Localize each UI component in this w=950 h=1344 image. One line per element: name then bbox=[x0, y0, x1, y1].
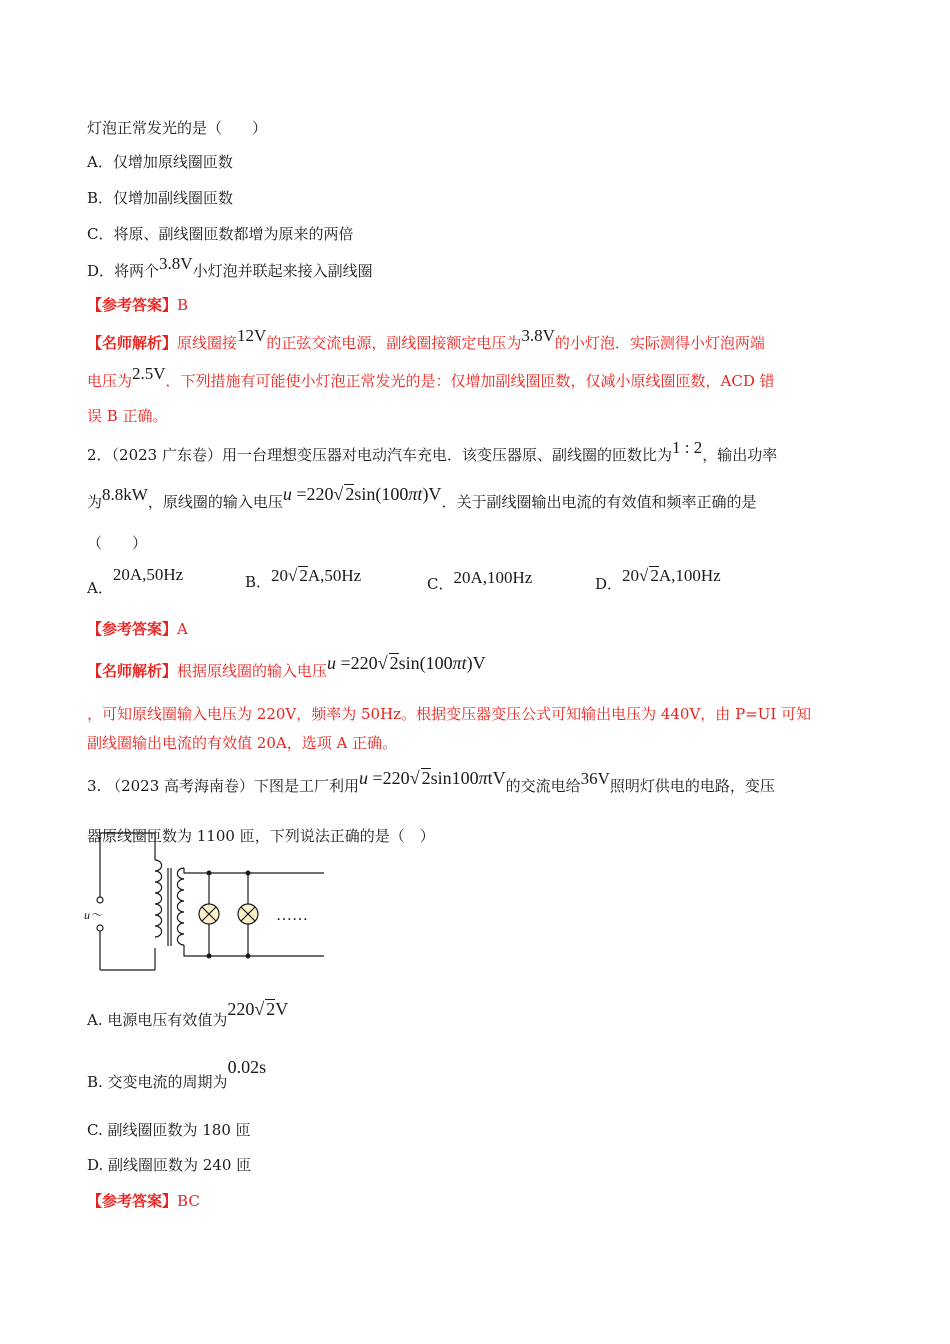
q1-analysis-line3: 误 B 正确。 bbox=[87, 407, 168, 425]
q3-answer-value: BC bbox=[177, 1192, 200, 1210]
q3-l1-tail: 照明灯供电的电路，变压 bbox=[609, 777, 775, 795]
q1-analysis-tag: 【名师解析】 bbox=[87, 334, 178, 352]
q2-analysis-tag: 【名师解析】 bbox=[87, 662, 178, 680]
q1-option-d bbox=[87, 254, 373, 282]
q1-option-d-math: 3.8V bbox=[159, 254, 193, 273]
q3-36v: 36V bbox=[580, 769, 610, 788]
q3-l1-mid: 的交流电给 bbox=[505, 777, 581, 795]
q2-voltage-formula: u =220√ 2sin(100πt)V bbox=[282, 484, 442, 504]
q1-analysis-line1 bbox=[87, 326, 765, 354]
q2-answer-tag: 【参考答案】 bbox=[87, 620, 178, 638]
q1-analysis-l2-post: ．下列措施有可能使小灯泡正常发光的是：仅增加副线圈匝数，仅减小原线圈匝数，ACD 错 bbox=[165, 372, 775, 390]
q2-stem-tail: ，输出功率 bbox=[702, 446, 778, 464]
q3-option-c: C. 副线圈匝数为 180 匝 bbox=[87, 1121, 251, 1139]
q2-stem-line2 bbox=[87, 484, 757, 513]
q2-l2-tail: ．关于副线圈输出电流的有效值和频率正确的是 bbox=[441, 493, 757, 511]
q2-option-a-label: A． bbox=[87, 579, 113, 597]
q3-option-d: D. 副线圈匝数为 240 匝 bbox=[87, 1156, 252, 1174]
more-lamps-dots: …… bbox=[276, 907, 308, 924]
q2-ratio: 1 : 2 bbox=[672, 438, 703, 457]
q1-stem-tail: 灯泡正常发光的是（ ） bbox=[87, 119, 268, 137]
q3-option-a bbox=[87, 999, 289, 1031]
q2-option-d-label: D． bbox=[595, 575, 623, 593]
transformer-circuit-diagram bbox=[84, 828, 330, 976]
q1-analysis-m1: 12V bbox=[237, 326, 267, 345]
q2-option-c-value: 20A,100Hz bbox=[453, 568, 533, 587]
q2-analysis-line1 bbox=[87, 653, 486, 682]
q1-option-d-post: 小灯泡并联起来接入副线圈 bbox=[192, 262, 373, 280]
q3-option-a-math: 220√ 2V bbox=[227, 999, 289, 1019]
q1-answer-tag: 【参考答案】 bbox=[87, 296, 178, 314]
q2-l2-pre: 为 bbox=[87, 493, 103, 511]
q2-answer bbox=[87, 618, 188, 640]
q1-option-a: A．仅增加原线圈匝数 bbox=[87, 153, 233, 171]
q2-stem-text: 2．（2023 广东卷）用一台理想变压器对电动汽车充电．该变压器原、副线圈的匝数比为 bbox=[87, 446, 672, 464]
q2-l2-mid: ，原线圈的输入电压 bbox=[147, 493, 283, 511]
q2-analysis-pre: 根据原线圈的输入电压 bbox=[177, 662, 328, 680]
source-label: u～ bbox=[84, 908, 103, 922]
q2-option-b-label: B． bbox=[245, 573, 272, 591]
q3-voltage-formula: u =220√ 2sin100πtV bbox=[359, 768, 506, 788]
q3-stem-line2: 器原线圈匝数为 1100 匝，下列说法正确的是（ ） bbox=[87, 827, 435, 845]
source-terminal-top bbox=[97, 897, 103, 903]
q1-analysis-l2-pre: 电压为 bbox=[87, 372, 133, 390]
q3-answer-tag: 【参考答案】 bbox=[87, 1192, 178, 1210]
q2-option-c-label: C． bbox=[427, 575, 454, 593]
q2-option-a-value: 20A,50Hz bbox=[112, 565, 184, 584]
q1-analysis-p1: 原线圈接 bbox=[177, 334, 238, 352]
q1-option-c: C．将原、副线圈匝数都增为原来的两倍 bbox=[87, 225, 354, 243]
q1-answer-value: B bbox=[177, 296, 189, 314]
q2-analysis-line2: ，可知原线圈输入电压为 220V，频率为 50Hz。根据变压器变压公式可知输出电压为 440V，由 P=UI 可知 bbox=[87, 705, 812, 723]
q2-option-b-value: 20√ 2A,50Hz bbox=[271, 566, 362, 585]
q3-l1-pre: 3. （2023 高考海南卷）下图是工厂利用 bbox=[87, 777, 360, 795]
q2-analysis-line3: 副线圈输出电流的有效值 20A，选项 A 正确。 bbox=[87, 734, 398, 752]
q3-option-b bbox=[87, 1057, 267, 1093]
q3-stem-line1 bbox=[87, 768, 775, 797]
q3-option-b-math: 0.02s bbox=[227, 1057, 267, 1077]
q2-option-c bbox=[427, 568, 533, 594]
q1-analysis-line2 bbox=[87, 364, 775, 392]
q2-option-d bbox=[595, 566, 721, 594]
q2-option-d-value: 20√ 2A,100Hz bbox=[622, 566, 721, 585]
q2-option-a bbox=[87, 565, 184, 598]
q2-answer-value: A bbox=[177, 620, 188, 638]
q1-option-b: B．仅增加副线圈匝数 bbox=[87, 189, 234, 207]
q3-option-a-pre: A. 电源电压有效值为 bbox=[87, 1011, 228, 1029]
q2-paren: （ ） bbox=[87, 534, 148, 552]
q2-stem-line1 bbox=[87, 438, 778, 466]
source-terminal-bottom bbox=[97, 925, 103, 931]
secondary-coil bbox=[177, 868, 184, 945]
q1-analysis-p2: 的正弦交流电源，副线圈接额定电压为 bbox=[266, 334, 522, 352]
q3-answer bbox=[87, 1190, 200, 1212]
q2-power: 8.8kW bbox=[102, 485, 148, 504]
q1-analysis-m2: 3.8V bbox=[521, 326, 555, 345]
q1-analysis-m3: 2.5V bbox=[132, 364, 166, 383]
q1-answer bbox=[87, 294, 188, 316]
q3-option-b-pre: B. 交变电流的周期为 bbox=[87, 1073, 228, 1091]
primary-wires bbox=[100, 833, 155, 970]
q1-option-d-pre: D．将两个 bbox=[87, 262, 160, 280]
primary-coil bbox=[155, 860, 162, 937]
q1-analysis-p3: 的小灯泡．实际测得小灯泡两端 bbox=[554, 334, 765, 352]
q2-option-b bbox=[245, 566, 362, 592]
q2-analysis-formula: u =220√ 2sin(100πt)V bbox=[327, 653, 486, 673]
